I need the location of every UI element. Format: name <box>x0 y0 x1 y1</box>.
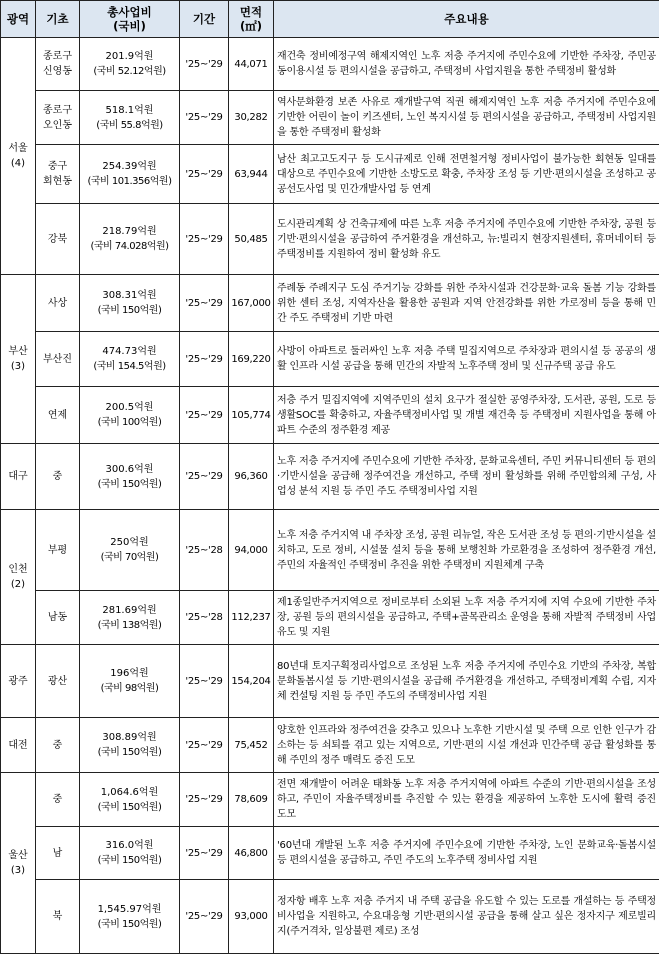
total-budget: 308.31억원 <box>80 288 179 303</box>
table-row <box>1 718 659 773</box>
budget-cell <box>80 591 180 645</box>
national-budget: (국비 150억원) <box>80 917 179 932</box>
total-budget: 254.39억원 <box>80 159 179 174</box>
district-cell: 중 <box>36 718 80 773</box>
content-cell: 정자항 배후 노후 저층 주거지 내 주택 공급을 유도할 수 있는 도로를 개설하는 등 주택정비사업을 지원하고, 수요대응형 기반·편의시설 공급을 통해 살고 싶은 정자지구 제로빌리지(주거격차, 일상불편 제로) 조성 <box>274 880 659 954</box>
header-budget-text: 총사업비 (국비) <box>80 5 179 33</box>
area-cell: 94,000 <box>229 510 274 591</box>
budget-cell <box>80 444 180 510</box>
area-cell: 169,220 <box>229 332 274 387</box>
area-cell: 105,774 <box>229 387 274 444</box>
region-cell: 광주 <box>1 645 36 718</box>
national-budget: (국비 150억원) <box>80 477 179 492</box>
district-cell: 종로구 오인동 <box>36 91 80 145</box>
total-budget: 250억원 <box>80 535 179 550</box>
area-cell: 44,071 <box>229 38 274 91</box>
content-cell: 80년대 토지구획정리사업으로 조성된 노후 저층 주거지에 주민수요 기반의 주차장, 복합문화돌봄시설 등 기반·편의시설을 공급해 주거환경을 개선하고, 주택정비계획 수립, 지자체 컨설팅 지원 등 주민 주도의 주택정비사업 지원 <box>274 645 659 718</box>
table-row <box>1 444 659 510</box>
national-budget: (국비 150억원) <box>80 303 179 318</box>
content-cell: 노후 저층 주거지에 주민수요에 기반한 주차장, 문화교육센터, 주민 커뮤니티센터 등 편의·기반시설을 공급해 정주여건을 개선하고, 주택 정비 활성화를 위해 주민합의체 구성, 사업성 분석 지원 등 주민 주도 주택정비사업 지원 <box>274 444 659 510</box>
total-budget: 518.1억원 <box>80 103 179 118</box>
table-row <box>1 880 659 954</box>
region-cell: 대전 <box>1 718 36 773</box>
table-row <box>1 645 659 718</box>
period-cell: '25~'29 <box>180 204 229 275</box>
content-cell: 전면 재개발이 어려운 태화동 노후 저층 주거지역에 아파트 수준의 기반·편의시설을 조성하고, 주민이 자율주택정비를 추진할 수 있는 환경을 제공하여 노후한 도시에 활력 증진 도모 <box>274 773 659 827</box>
national-budget: (국비 70억원) <box>80 550 179 565</box>
region-cell: 인천 (2) <box>1 510 36 645</box>
content-cell: 남산 최고고도지구 등 도시규제로 인해 전면철거형 정비사업이 불가능한 회현동 일대를 대상으로 주민수요에 기반한 소방도로 확충, 주차장 조성 등 기반·편의시설을 조성하고 공공선도사업 및 민간개발사업 등 연계 <box>274 145 659 204</box>
content-cell: 노후 저층 주거지역 내 주차장 조성, 공원 리뉴얼, 작은 도서관 조성 등 편의·기반시설을 설치하고, 도로 정비, 시설물 설치 등을 통해 보행친화 가로환경을 조성하여 정주환경 개선, 주민의 자율적인 주택정비 추진을 위한 주택정비 지원체계 구축 <box>274 510 659 591</box>
budget-cell <box>80 275 180 332</box>
total-budget: 201.9억원 <box>80 49 179 64</box>
period-cell: '25~'29 <box>180 718 229 773</box>
header-area: 면적 (㎡) <box>229 1 274 38</box>
district-cell: 강북 <box>36 204 80 275</box>
area-cell: 63,944 <box>229 145 274 204</box>
total-budget: 308.89억원 <box>80 730 179 745</box>
period-cell: '25~'29 <box>180 444 229 510</box>
table-row <box>1 773 659 827</box>
budget-cell <box>80 773 180 827</box>
budget-cell <box>80 880 180 954</box>
budget-cell <box>80 204 180 275</box>
region-cell: 부산 (3) <box>1 275 36 444</box>
national-budget: (국비 154.5억원) <box>80 359 179 374</box>
national-budget: (국비 101.356억원) <box>80 174 179 189</box>
area-cell: 46,800 <box>229 827 274 880</box>
content-cell: 사방이 아파트로 둘러싸인 노후 저층 주택 밀집지역으로 주차장과 편의시설 등 공공의 생활 인프라 시설 공급을 통해 민간의 자발적 노후주택 정비 및 신규주택 공급 유도 <box>274 332 659 387</box>
budget-cell <box>80 510 180 591</box>
total-budget: 300.6억원 <box>80 462 179 477</box>
budget-cell <box>80 332 180 387</box>
period-cell: '25~'29 <box>180 880 229 954</box>
total-budget: 196억원 <box>80 666 179 681</box>
header-row <box>1 1 659 38</box>
region-cell: 울산 (3) <box>1 773 36 954</box>
district-cell: 남동 <box>36 591 80 645</box>
area-cell: 154,204 <box>229 645 274 718</box>
budget-cell <box>80 38 180 91</box>
area-cell: 78,609 <box>229 773 274 827</box>
national-budget: (국비 52.12억원) <box>80 64 179 79</box>
total-budget: 1,064.6억원 <box>80 785 179 800</box>
national-budget: (국비 55.8억원) <box>80 118 179 133</box>
content-cell: 주례동 주례지구 도심 주거기능 강화를 위한 주차시설과 건강문화·교육 돌봄 기능 강화를 위한 센터 조성, 지역자산을 활용한 공원과 지역 안전강화를 위한 가로정비 등을 통해 민간 주도 주택정비 기반 마련 <box>274 275 659 332</box>
budget-cell <box>80 827 180 880</box>
table-row <box>1 145 659 204</box>
table-row <box>1 387 659 444</box>
area-cell: 30,282 <box>229 91 274 145</box>
period-cell: '25~'29 <box>180 275 229 332</box>
table-row <box>1 38 659 91</box>
period-cell: '25~'29 <box>180 827 229 880</box>
total-budget: 200.5억원 <box>80 400 179 415</box>
national-budget: (국비 150억원) <box>80 745 179 760</box>
table-row <box>1 827 659 880</box>
table-row <box>1 591 659 645</box>
period-cell: '25~'29 <box>180 645 229 718</box>
district-cell: 광산 <box>36 645 80 718</box>
district-cell: 중 <box>36 444 80 510</box>
national-budget: (국비 150억원) <box>80 800 179 815</box>
period-cell: '25~'29 <box>180 387 229 444</box>
region-cell: 대구 <box>1 444 36 510</box>
content-cell: 도시관리계획 상 건축규제에 따른 노후 저층 주거지에 주민수요에 기반한 주차장, 공원 등 기반·편의시설을 공급하여 주거환경을 개선하고, 뉴:빌리지 현장지원센터, 휴머네이터 등 주택정비를 지원하여 정비 활성화 유도 <box>274 204 659 275</box>
area-cell: 167,000 <box>229 275 274 332</box>
content-cell: 저층 주거 밀집지역에 지역주민의 설치 요구가 절실한 공영주차장, 도서관, 공원, 도로 등 생활SOC를 확충하고, 자율주택정비사업 및 개별 재건축 등 주택정비 지원사업을 통해 아파트 수준의 정주환경 제공 <box>274 387 659 444</box>
total-budget: 1,545.97억원 <box>80 902 179 917</box>
district-cell: 중 <box>36 773 80 827</box>
header-content: 주요내용 <box>274 1 659 38</box>
national-budget: (국비 98억원) <box>80 681 179 696</box>
area-cell: 75,452 <box>229 718 274 773</box>
content-cell: 역사문화환경 보존 사유로 재개발구역 직권 해제지역인 노후 저층 주거지에 주민수요에 기반한 어린이 놀이 키즈센터, 노인 복지시설 등 편의시설을 공급하고, 주택정비 사업지원을 통한 주택정비 활성화 <box>274 91 659 145</box>
national-budget: (국비 138억원) <box>80 618 179 633</box>
header-budget <box>80 1 180 38</box>
period-cell: '25~'29 <box>180 773 229 827</box>
header-region: 광역 <box>1 1 36 38</box>
table-row <box>1 275 659 332</box>
district-cell: 부산진 <box>36 332 80 387</box>
table-row <box>1 332 659 387</box>
budget-cell <box>80 387 180 444</box>
total-budget: 281.69억원 <box>80 603 179 618</box>
district-cell: 연제 <box>36 387 80 444</box>
district-cell: 북 <box>36 880 80 954</box>
header-period: 기간 <box>180 1 229 38</box>
national-budget: (국비 150억원) <box>80 853 179 868</box>
national-budget: (국비 74.028억원) <box>80 239 179 254</box>
national-budget: (국비 100억원) <box>80 415 179 430</box>
content-cell: 재건축 정비예정구역 해제지역인 노후 저층 주거지에 주민수요에 기반한 주차장, 주민공동이용시설 등 편의시설을 공급하고, 주택정비 사업지원을 통한 주택정비 활성화 <box>274 38 659 91</box>
budget-cell <box>80 91 180 145</box>
period-cell: '25~'29 <box>180 38 229 91</box>
total-budget: 316.0억원 <box>80 838 179 853</box>
period-cell: '25~'29 <box>180 332 229 387</box>
district-cell: 사상 <box>36 275 80 332</box>
budget-cell <box>80 145 180 204</box>
header-district: 기초 <box>36 1 80 38</box>
table-row <box>1 510 659 591</box>
area-cell: 112,237 <box>229 591 274 645</box>
period-cell: '25~'29 <box>180 91 229 145</box>
table-row <box>1 91 659 145</box>
district-cell: 남 <box>36 827 80 880</box>
budget-cell <box>80 645 180 718</box>
district-cell: 부평 <box>36 510 80 591</box>
content-cell: 양호한 인프라와 정주여건을 갖추고 있으나 노후한 기반시설 및 주택 으로 인한 인구가 감소하는 등 쇠퇴를 겪고 있는 지역으로, 기반·편의 시설 개선과 민간주택 공급 활성화를 통해 주민의 정주 매력도 증진 도모 <box>274 718 659 773</box>
total-budget: 218.79억원 <box>80 224 179 239</box>
period-cell: '25~'29 <box>180 145 229 204</box>
area-cell: 50,485 <box>229 204 274 275</box>
content-cell: '60년대 개발된 노후 저층 주거지에 주민수요에 기반한 주차장, 노인 문화교육·돌봄시설 등 편의시설을 공급하고, 주민 주도의 노후주택 정비사업 지원 <box>274 827 659 880</box>
area-cell: 96,360 <box>229 444 274 510</box>
district-cell: 종로구 신영동 <box>36 38 80 91</box>
table-row <box>1 204 659 275</box>
district-cell: 중구 회현동 <box>36 145 80 204</box>
period-cell: '25~'28 <box>180 591 229 645</box>
budget-cell <box>80 718 180 773</box>
region-cell: 서울 (4) <box>1 38 36 275</box>
area-cell: 93,000 <box>229 880 274 954</box>
content-cell: 제1종일반주거지역으로 정비로부터 소외된 노후 저층 주거지에 지역 수요에 기반한 주차장, 공원 등의 편의시설을 공급하고, 주택+골목관리소 운영을 통해 자발적 주택정비 사업 유도 및 지원 <box>274 591 659 645</box>
period-cell: '25~'28 <box>180 510 229 591</box>
total-budget: 474.73억원 <box>80 344 179 359</box>
